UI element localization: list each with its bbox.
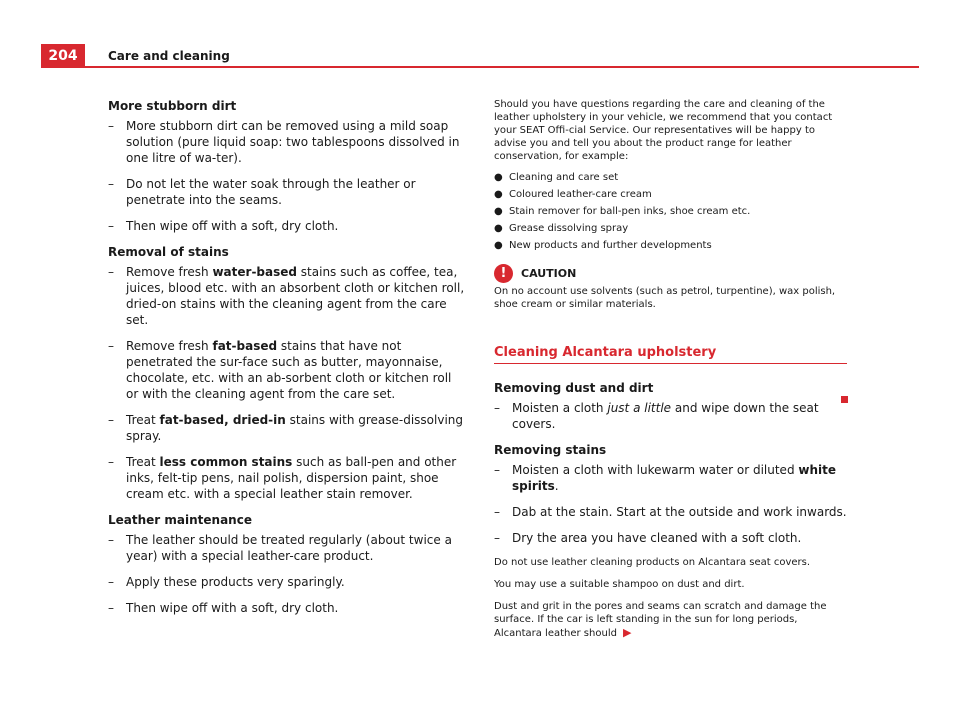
item-text: . (554, 479, 559, 493)
bullet-item: ● New products and further developments (494, 240, 712, 251)
list-item: – Treat less common stains such as ball-pen and other inks, felt-tip pens, nail polish, dispersion paint, shoe cream etc. with a special leather stain remover. (108, 455, 457, 501)
item-text: Then wipe off with a soft, dry cloth. (126, 219, 339, 233)
item-text: Remove fresh (126, 265, 213, 279)
heading-stubborn-dirt: More stubborn dirt (108, 99, 237, 113)
bullet-text: Stain remover for ball-pen inks, shoe cream etc. (509, 206, 751, 217)
item-text: Do not let the water soak through the leather or penetrate into the seams. (126, 177, 416, 207)
item-text: stains with grease-dissolving spray. (126, 413, 464, 443)
item-text: Dry the area you have cleaned with a soft cloth. (512, 531, 802, 545)
bullet-item: ● Grease dissolving spray (494, 223, 629, 234)
intro-paragraph: Should you have questions regarding the care and cleaning of the leather upholstery in your vehicle, we recommend that you contact your SEAT Offi-cial Service. Our representatives will be happy to advise you and tell you about the product range for leather conservation, for example: (494, 99, 833, 162)
item-text: Dab at the stain. Start at the outside and work inwards. (512, 505, 847, 519)
emphasis: less common stains (159, 455, 293, 469)
bullet-text: Coloured leather-care cream (509, 189, 652, 200)
chapter-title: Care and cleaning (108, 49, 230, 63)
item-text: Then wipe off with a soft, dry cloth. (126, 601, 339, 615)
item-text: Apply these products very sparingly. (126, 575, 345, 589)
list-item: – Dry the area you have cleaned with a soft cloth. (494, 531, 802, 545)
list-item: – Remove fresh fat-based stains that have not penetrated the sur-face such as butter, mayonnaise, chocolate, etc. with an ab-sorbent cloth or kitchen roll or with the cleaning agent from the care set. (108, 339, 452, 401)
list-item: – The leather should be treated regularly (about twice a year) with a special leather-care product. (108, 533, 452, 563)
item-text: Moisten a cloth (512, 401, 608, 415)
item-text: Treat (126, 413, 160, 427)
left-column (108, 98, 466, 626)
right-column (494, 98, 848, 640)
bullet-text: New products and further developments (509, 240, 712, 251)
list-item: – Then wipe off with a soft, dry cloth. (108, 219, 339, 233)
caution-title: CAUTION (521, 267, 577, 280)
emphasis: water-based (212, 265, 297, 279)
item-text: More stubborn dirt can be removed using a mild soap solution (pure liquid soap: two tablespoons dissolved in one litre of wa-ter). (126, 119, 460, 165)
list-item: – Then wipe off with a soft, dry cloth. (108, 601, 339, 615)
bullet-text: Grease dissolving spray (509, 223, 629, 234)
paragraph-continued (494, 600, 848, 640)
page-number: 204 (41, 44, 85, 68)
item-text: The leather should be treated regularly (about twice a year) with a special leather-care product. (126, 533, 452, 563)
bullet-item: ● Stain remover for ball-pen inks, shoe cream etc. (494, 206, 751, 217)
list-item: – Dab at the stain. Start at the outside and work inwards. (494, 505, 847, 519)
list-item: – Do not let the water soak through the leather or penetrate into the seams. (108, 177, 416, 207)
item-text: and wipe down the seat covers. (512, 401, 819, 431)
heading-leather-maintenance: Leather maintenance (108, 513, 252, 527)
emphasis: white spirits (512, 463, 836, 493)
item-text: stains such as coffee, tea, juices, blood etc. with an absorbent cloth or kitchen roll, dried-on stains with the cleaning agent from the care set. (126, 265, 465, 327)
caution-header (494, 264, 848, 283)
heading-removal-of-stains: Removal of stains (108, 245, 229, 259)
item-text: Remove fresh (126, 339, 213, 353)
header-rule (85, 66, 919, 68)
emphasis: fat-based, dried-in (159, 413, 286, 427)
list-item: – Moisten a cloth with lukewarm water or diluted white spirits. (494, 463, 836, 493)
caution-icon: ! (494, 264, 513, 283)
list-item: – More stubborn dirt can be removed using a mild soap solution (pure liquid soap: two tablespoons dissolved in one litre of wa-ter). (108, 119, 460, 165)
item-text: stains that have not penetrated the sur-face such as butter, mayonnaise, chocolate, etc. with an ab-sorbent cloth or kitchen roll or with the cleaning agent from the care set. (126, 339, 452, 401)
emphasis: fat-based (212, 339, 278, 353)
bullet-item: ● Cleaning and care set (494, 172, 619, 183)
bullet-item: ● Coloured leather-care cream (494, 189, 652, 200)
emphasis: just a little (607, 401, 672, 415)
item-text: such as ball-pen and other inks, felt-tip pens, nail polish, dispersion paint, shoe cream etc. with a special leather stain remover. (126, 455, 457, 501)
paragraph: You may use a suitable shampoo on dust and dirt. (494, 579, 745, 590)
continue-arrow-icon: ▶ (622, 626, 632, 639)
bullet-text: Cleaning and care set (509, 172, 619, 183)
list-item: – Treat fat-based, dried-in stains with grease-dissolving spray. (108, 413, 464, 443)
item-text: Treat (126, 455, 160, 469)
list-item: – Moisten a cloth just a little and wipe down the seat covers. (494, 401, 819, 431)
heading-removing-stains: Removing stains (494, 443, 607, 457)
paragraph-text: Dust and grit in the pores and seams can scratch and damage the surface. If the car is left standing in the sun for long periods, Alcantara leather should (494, 601, 827, 639)
caution-text: On no account use solvents (such as petrol, turpentine), wax polish, shoe cream or similar materials. (494, 286, 836, 310)
list-item: – Remove fresh water-based stains such as coffee, tea, juices, blood etc. with an absorbent cloth or kitchen roll, dried-on stains with the cleaning agent from the care set. (108, 265, 465, 327)
list-item: – Apply these products very sparingly. (108, 575, 345, 589)
section-title-alcantara: Cleaning Alcantara upholstery (494, 345, 847, 364)
paragraph: Do not use leather cleaning products on Alcantara seat covers. (494, 557, 811, 568)
heading-removing-dust: Removing dust and dirt (494, 381, 654, 395)
item-text: Moisten a cloth with lukewarm water or diluted (512, 463, 799, 477)
